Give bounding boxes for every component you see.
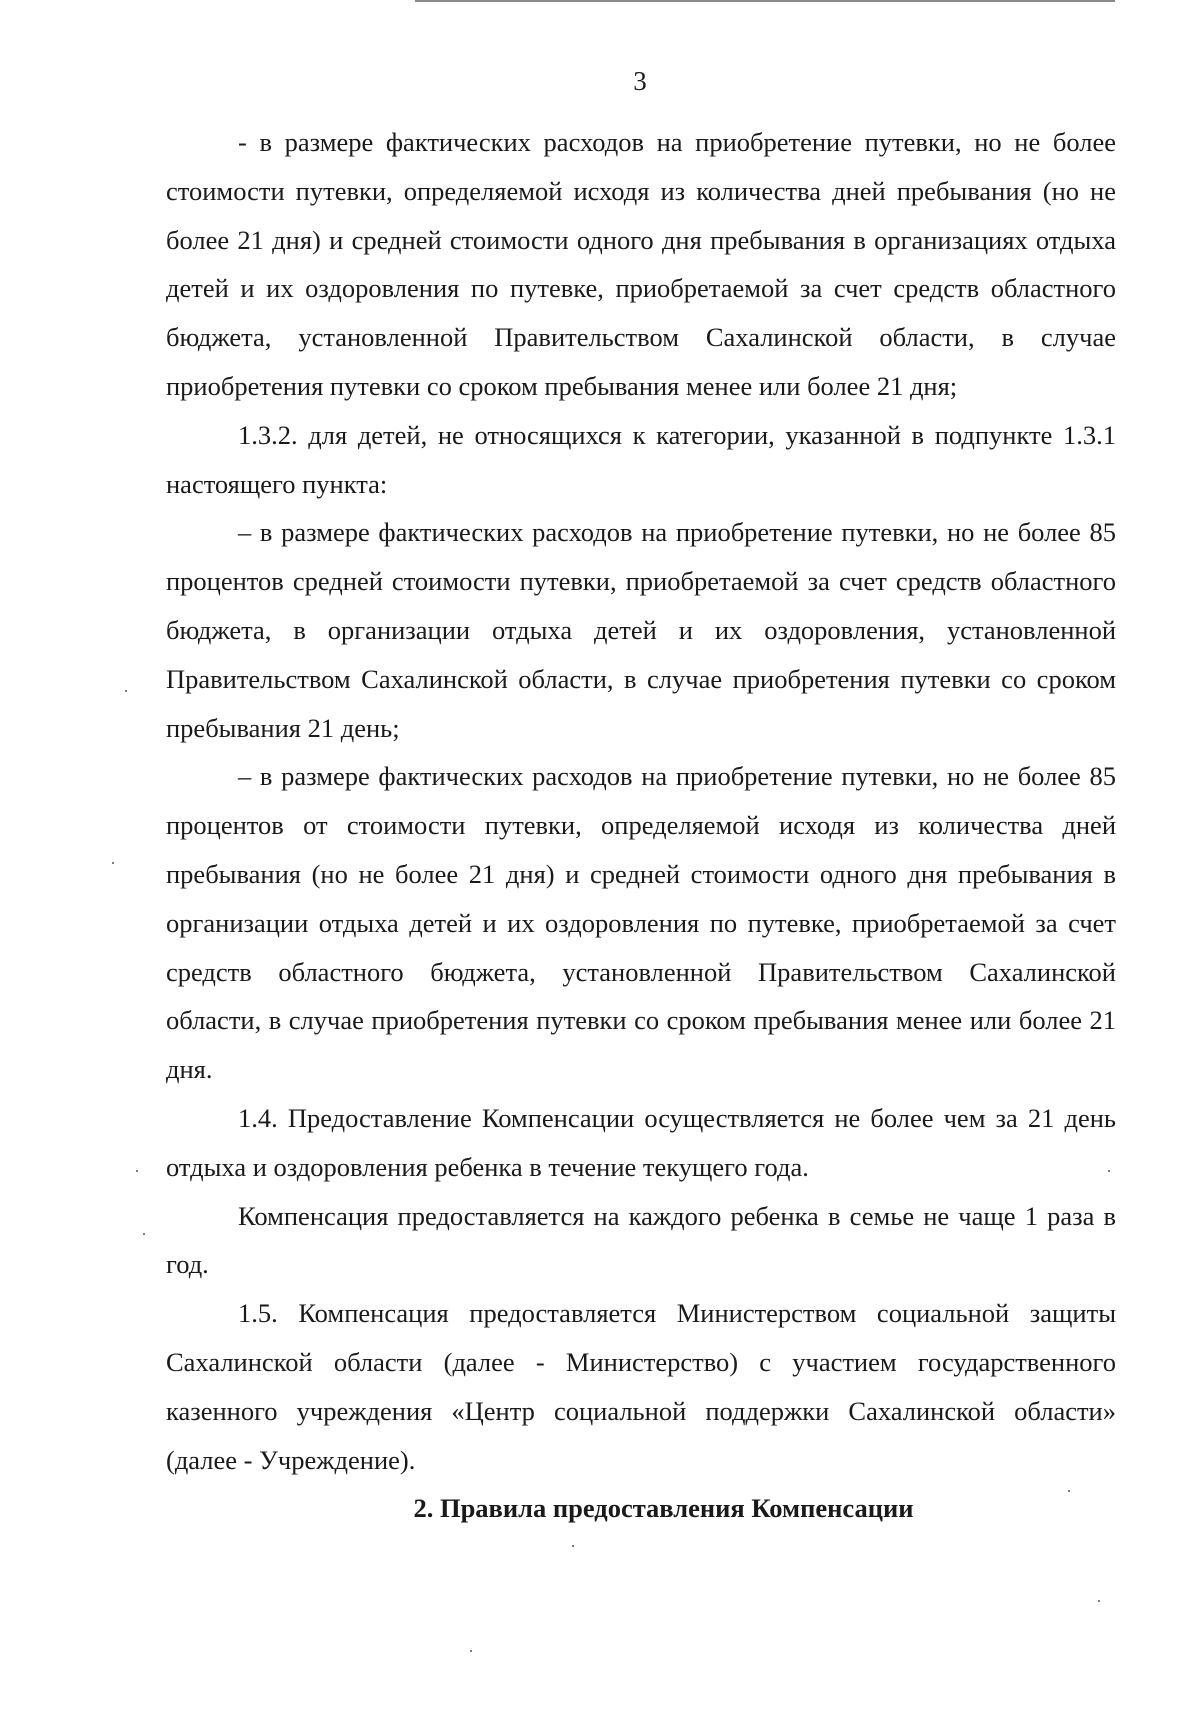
paragraph-1-5: 1.5. Компенсация предоставляется Министерством социальной защиты Сахалинской области (далее - Министерство) с участием государственного казенного учреждения «Центр социальной поддержки Сахалинской области» (далее - Учреждение). (166, 1298, 1116, 1475)
section-heading: 2. Правила предоставления Компенсации (413, 1493, 914, 1524)
page-number: 3 (633, 66, 647, 96)
scan-top-edge (415, 0, 1115, 2)
paragraph-1-3-2: 1.3.2. для детей, не относящихся к категории, указанной в подпункте 1.3.1 настоящего пункта: (166, 419, 1116, 499)
paragraph-1-4: 1.4. Предоставление Компенсации осуществляется не более чем за 21 день отдыха и оздоровления ребенка в течение текущего года. (166, 1102, 1116, 1182)
scan-speck (1108, 1170, 1110, 1172)
scan-speck (1098, 1600, 1100, 1602)
scan-speck (112, 862, 114, 864)
scan-speck (136, 1170, 138, 1172)
scan-speck (125, 690, 127, 692)
scan-speck (1068, 1490, 1070, 1492)
paragraph-85-percent-other-days: – в размере фактических расходов на приобретение путевки, но не более 85 процентов от стоимости путевки, определяемой исходя из количества дней пребывания (но не более 21 дня) и средней стоимости одного дня пребывания в организации отдыха детей и их оздоровления по путевке, приобретаемой за счет средств областного бюджета, установленной Правительством Сахалинской области, в случае приобретения путевки со сроком пребывания менее или более 21 дня. (166, 761, 1116, 1085)
paragraph-once-per-year: Компенсация предоставляется на каждого ребенка в семье не чаще 1 раза в год. (166, 1200, 1116, 1280)
document-body (166, 118, 1116, 1533)
paragraph-85-percent-21-days: – в размере фактических расходов на приобретение путевки, но не более 85 процентов средней стоимости путевки, приобретаемой за счет средств областного бюджета, в организации отдыха детей и их оздоровления, установленной Правительством Сахалинской области, в случае приобретения путевки со сроком пребывания 21 день; (166, 517, 1116, 743)
scan-speck (572, 1545, 574, 1547)
scan-speck (143, 1233, 145, 1235)
paragraph-price-limit: - в размере фактических расходов на приобретение путевки, но не более стоимости путевки, определяемой исходя из количества дней пребывания (но не более 21 дня) и средней стоимости одного дня пребывания в организациях отдыха детей и их оздоровления по путевке, приобретаемой за счет средств областного бюджета, установленной Правительством Сахалинской области, в случае приобретения путевки со сроком пребывания менее или более 21 дня; (166, 127, 1116, 401)
scan-speck (470, 1650, 472, 1652)
